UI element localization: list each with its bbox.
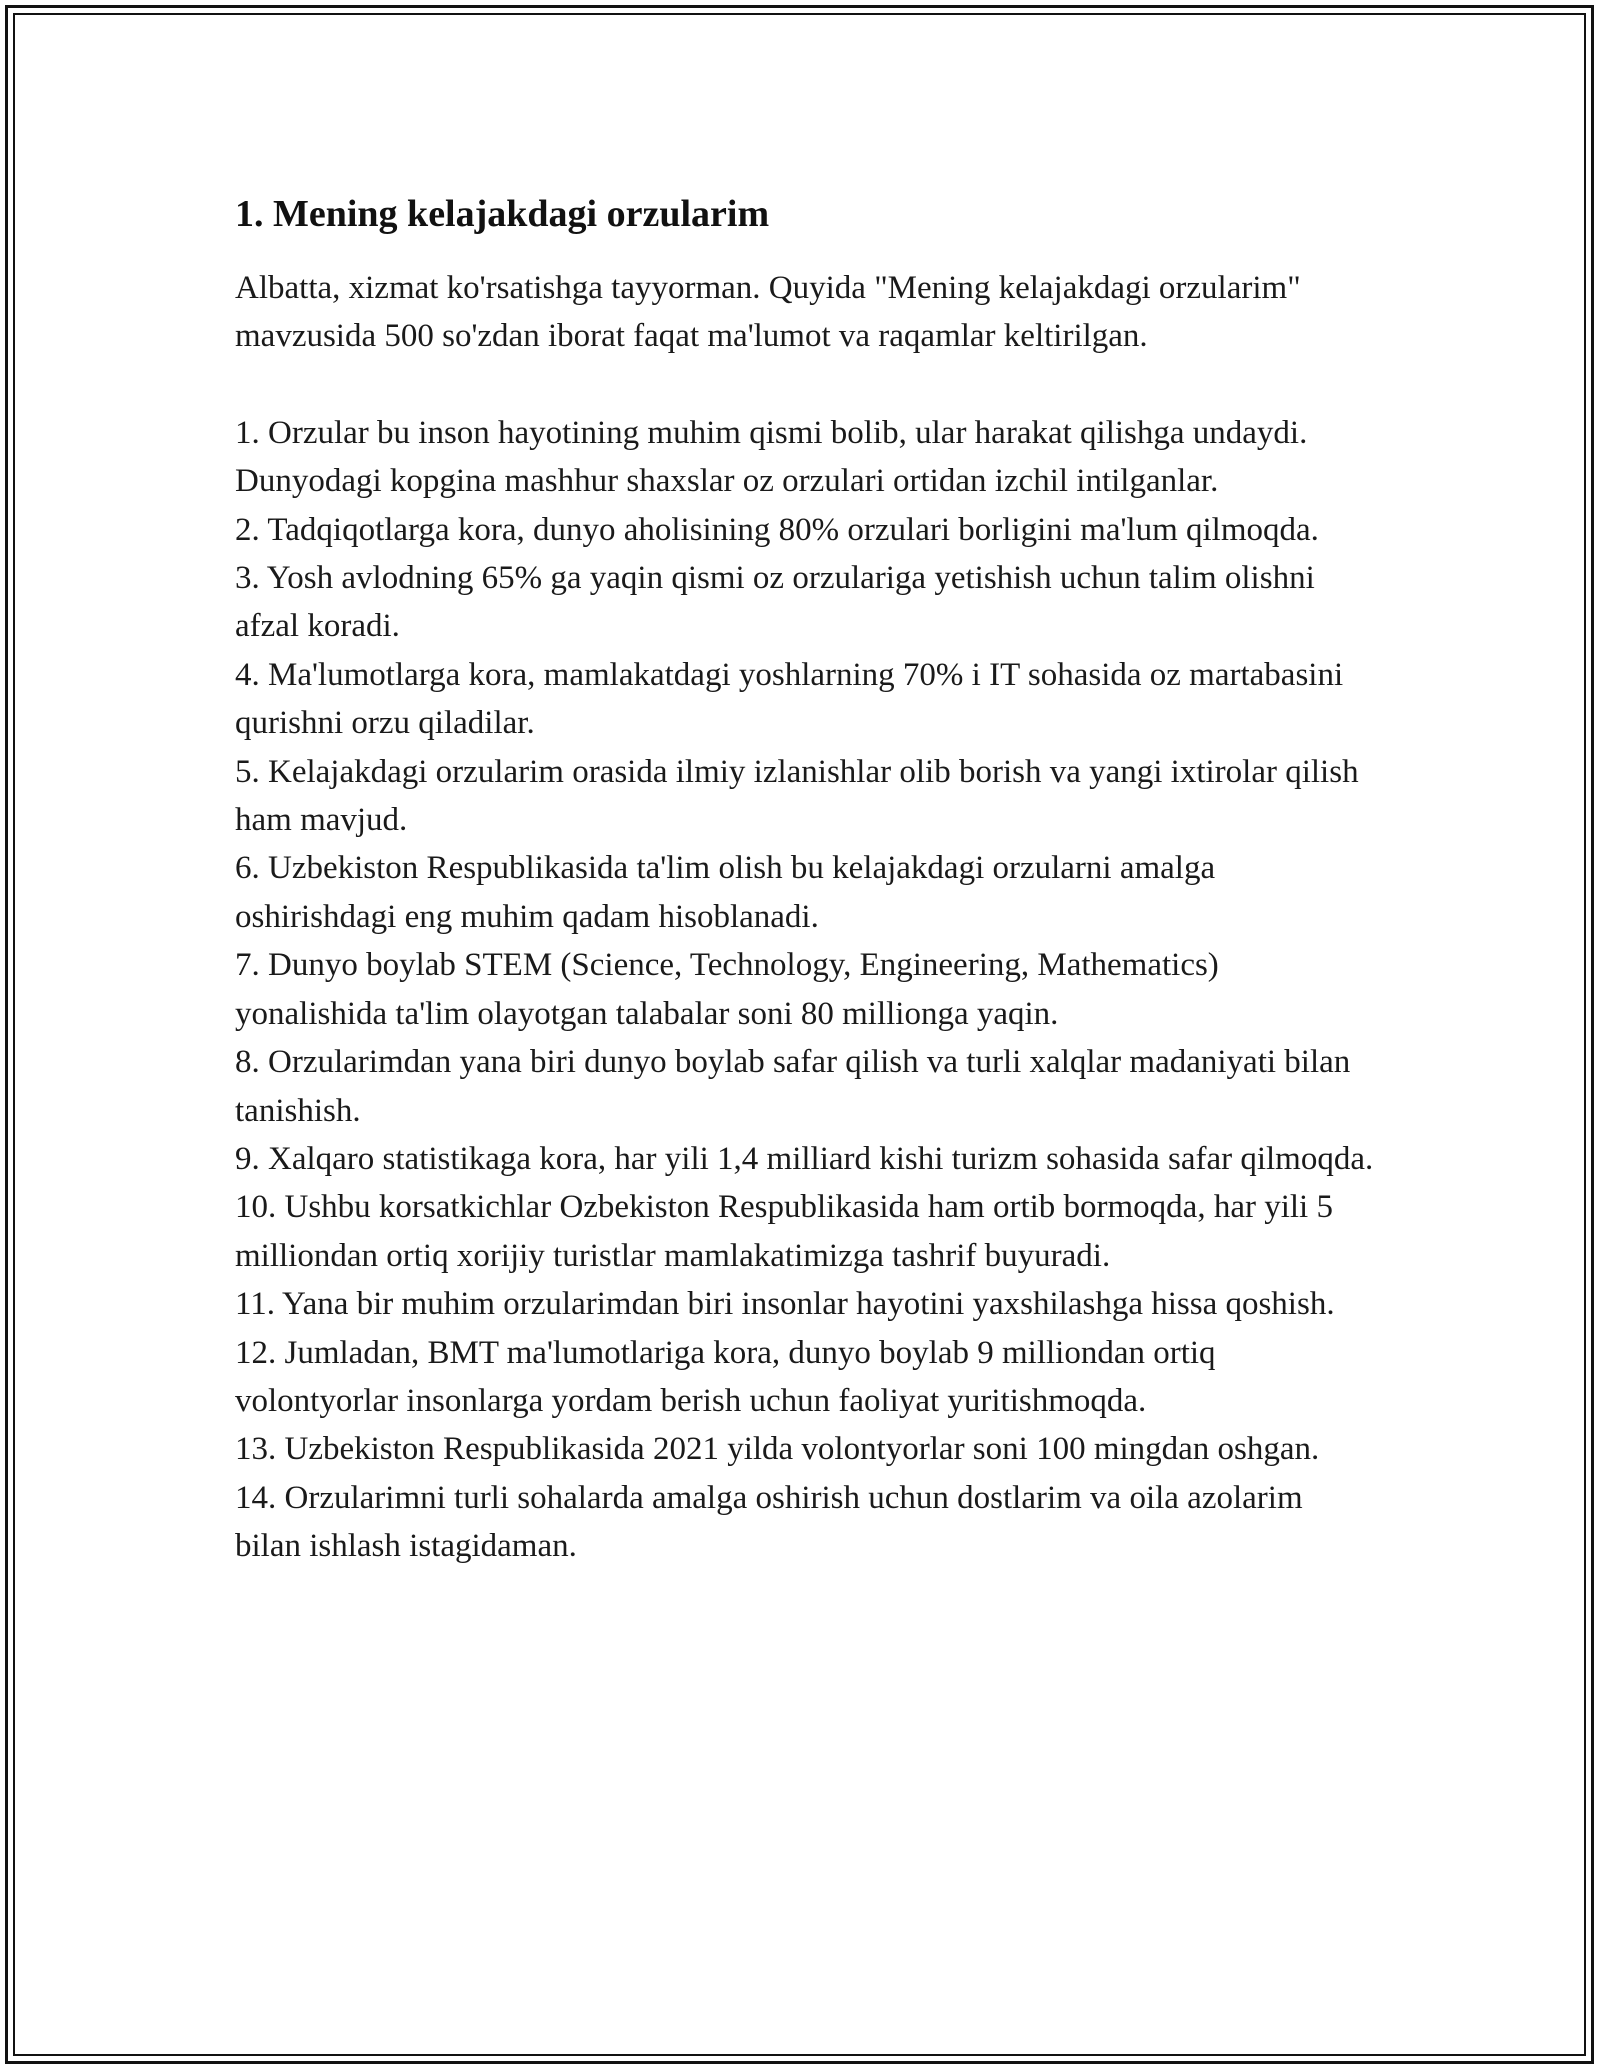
list-item: 8. Orzularimdan yana biri dunyo boylab safar qilish va turli xalqlar madaniyati bilan tanishish. [235, 1044, 1351, 1129]
list-item: 11. Yana bir muhim orzularimdan biri insonlar hayotini yaxshilashga hissa qoshish. [235, 1286, 1335, 1323]
list-item: 7. Dunyo boylab STEM (Science, Technology, Engineering, Mathematics) yonalishida ta'lim olayotgan talabalar soni 80 millionga yaqin. [235, 947, 1219, 1032]
list-item: 14. Orzularimni turli sohalarda amalga oshirish uchun dostlarim va oila azolarim bilan ishlash istagidaman. [235, 1479, 1303, 1565]
list-item: 13. Uzbekiston Respublikasida 2021 yilda volontyorlar soni 100 mingdan oshgan. [235, 1431, 1320, 1468]
intro-paragraph: Albatta, xizmat ko'rsatishga tayyorman. Quyida "Mening kelajakdagi orzularim" mavzusida 500 so'zdan iborat faqat ma'lumot va raqamlar keltirilgan. [235, 270, 1301, 355]
list-item: 3. Yosh avlodning 65% ga yaqin qismi oz orzulariga yetishish uchun talim olishni afzal koradi. [235, 560, 1315, 645]
list-item: 2. Tadqiqotlarga kora, dunyo aholisining 80% orzulari borligini ma'lum qilmoqda. [235, 511, 1319, 548]
list-item: 6. Uzbekiston Respublikasida ta'lim olish bu kelajakdagi orzularni amalga oshirishdagi eng muhim qadam hisoblanadi. [235, 850, 1216, 935]
list-item: 12. Jumladan, BMT ma'lumotlariga kora, dunyo boylab 9 milliondan ortiq volontyorlar insonlarga yordam berish uchun faoliyat yuritishmoqda. [235, 1334, 1216, 1419]
document-body [235, 190, 1375, 1571]
list-item: 9. Xalqaro statistikaga kora, har yili 1,4 milliard kishi turizm sohasida safar qilmoqda. [235, 1140, 1374, 1177]
list-item: 5. Kelajakdagi orzularim orasida ilmiy izlanishlar olib borish va yangi ixtirolar qilish ham mavjud. [235, 753, 1359, 839]
list-item: 1. Orzular bu inson hayotining muhim qismi bolib, ular harakat qilishga undaydi. Dunyodagi kopgina mashhur shaxslar oz orzulari ortidan izchil intilganlar. [235, 414, 1308, 500]
fact-list [235, 409, 1375, 1571]
list-item: 4. Ma'lumotlarga kora, mamlakatdagi yoshlarning 70% i IT sohasida oz martabasini qurishni orzu qiladilar. [235, 656, 1344, 742]
list-item: 10. Ushbu korsatkichlar Ozbekiston Respublikasida ham ortib bormoqda, har yili 5 milliondan ortiq xorijiy turistlar mamlakatimizga tashrif buyuradi. [235, 1189, 1333, 1274]
document-title: 1. Mening kelajakdagi orzularim [235, 193, 770, 235]
